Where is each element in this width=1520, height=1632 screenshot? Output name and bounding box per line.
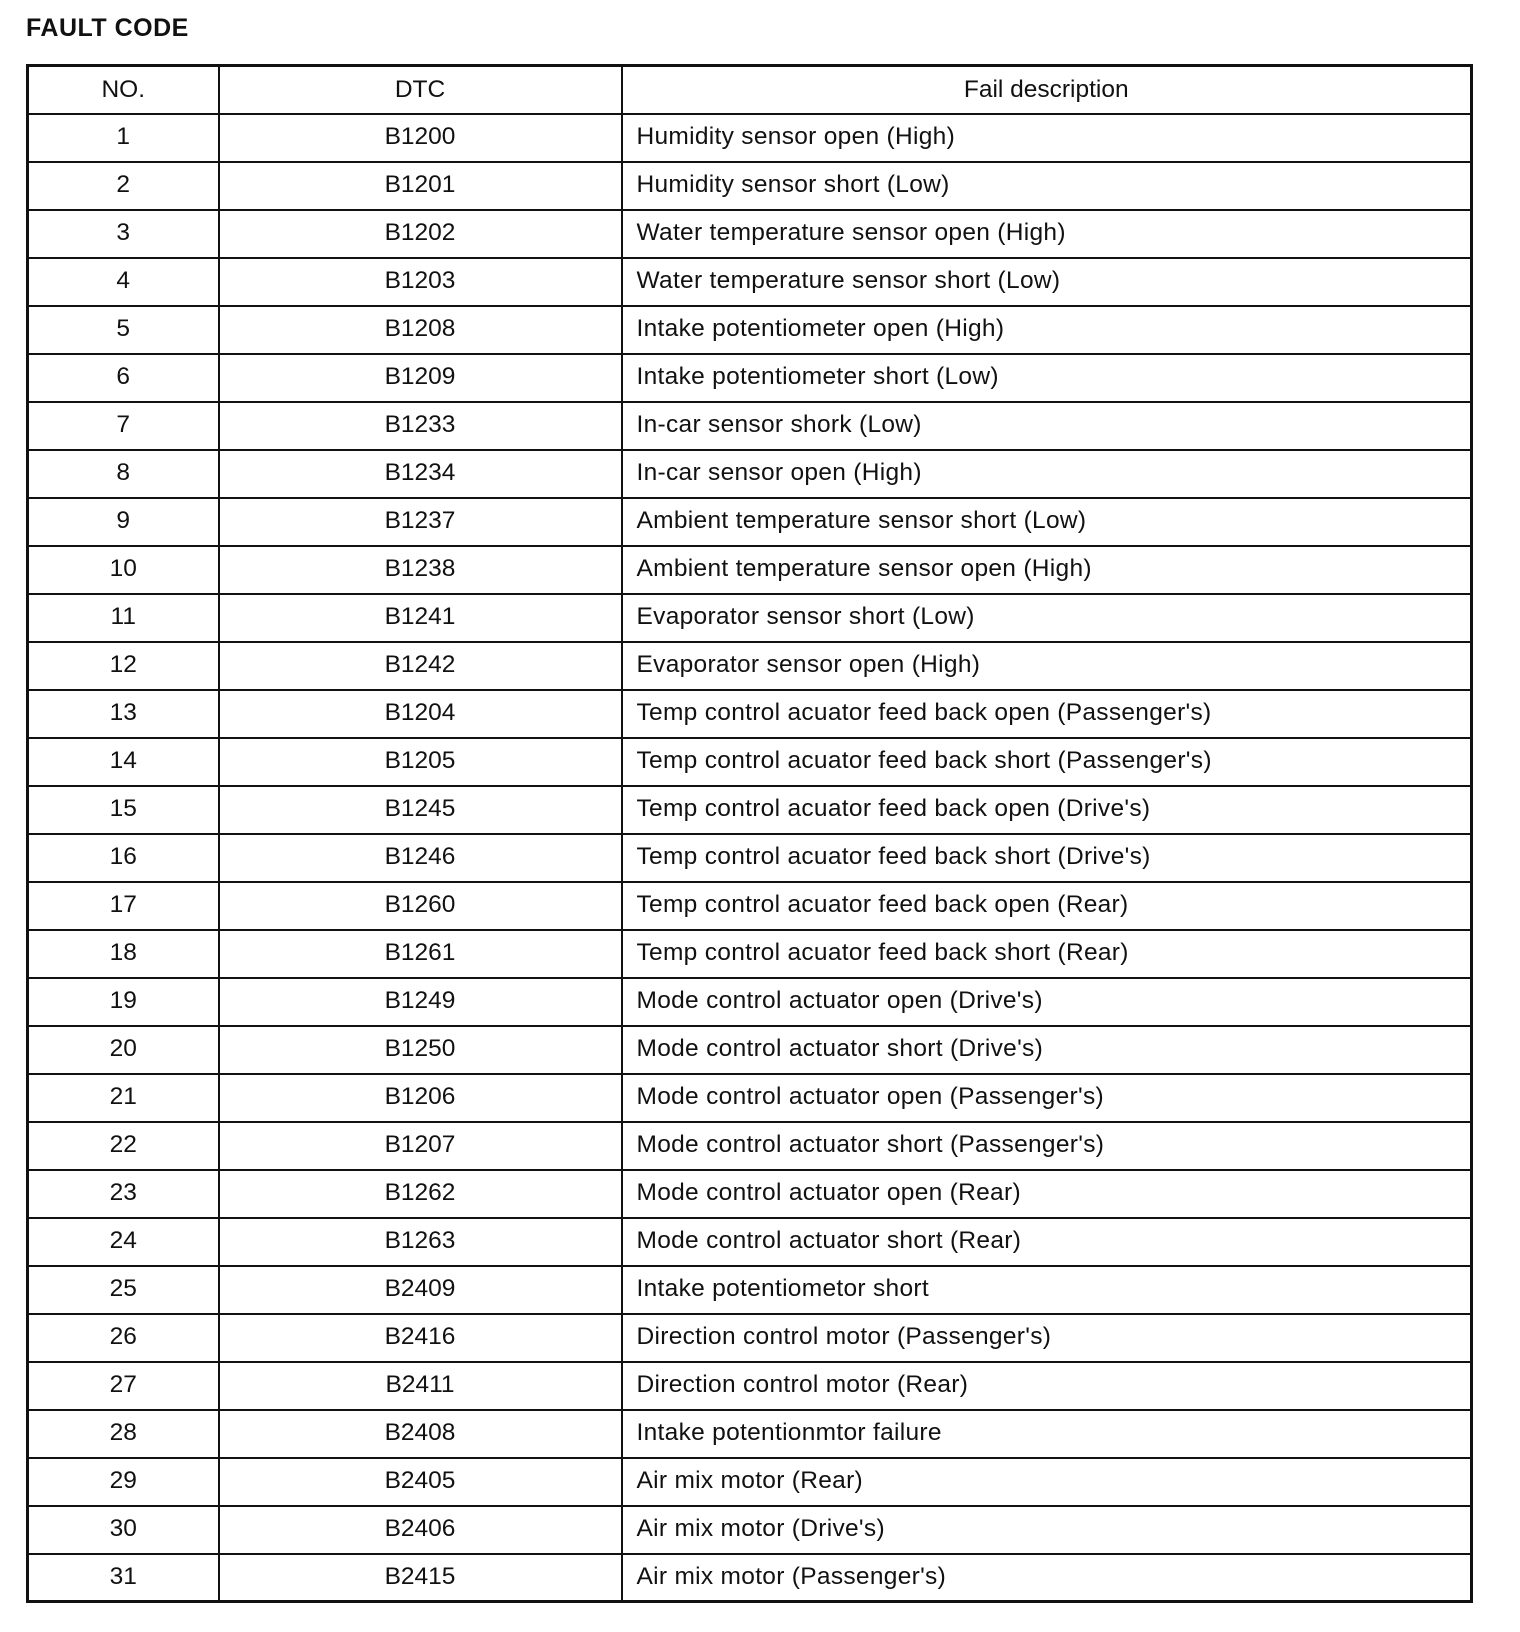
cell-description: Mode control actuator open (Rear): [622, 1170, 1472, 1218]
fault-code-table: [26, 64, 1473, 1603]
cell-no: 28: [28, 1410, 219, 1458]
table-row: [28, 1314, 1472, 1362]
table-row: [28, 1362, 1472, 1410]
cell-description: Mode control actuator open (Drive's): [622, 978, 1472, 1026]
table-row: [28, 834, 1472, 882]
cell-no: 14: [28, 738, 219, 786]
table-row: [28, 1218, 1472, 1266]
cell-no: 3: [28, 210, 219, 258]
cell-dtc: B1238: [219, 546, 622, 594]
cell-dtc: B1201: [219, 162, 622, 210]
cell-description: Mode control actuator short (Drive's): [622, 1026, 1472, 1074]
cell-dtc: B2406: [219, 1506, 622, 1554]
cell-no: 26: [28, 1314, 219, 1362]
cell-no: 17: [28, 882, 219, 930]
cell-dtc: B1206: [219, 1074, 622, 1122]
cell-dtc: B1250: [219, 1026, 622, 1074]
cell-no: 1: [28, 114, 219, 162]
table-row: [28, 594, 1472, 642]
cell-no: 12: [28, 642, 219, 690]
cell-no: 9: [28, 498, 219, 546]
cell-dtc: B2409: [219, 1266, 622, 1314]
table-row: [28, 690, 1472, 738]
cell-dtc: B2405: [219, 1458, 622, 1506]
column-header-dtc: DTC: [219, 66, 622, 114]
cell-description: Mode control actuator short (Passenger's): [622, 1122, 1472, 1170]
cell-no: 29: [28, 1458, 219, 1506]
table-body: [28, 114, 1472, 1602]
table-row: [28, 162, 1472, 210]
table-row: [28, 1122, 1472, 1170]
table-row: [28, 930, 1472, 978]
column-header-no: NO.: [28, 66, 219, 114]
table-row: [28, 738, 1472, 786]
cell-description: Mode control actuator short (Rear): [622, 1218, 1472, 1266]
cell-dtc: B1234: [219, 450, 622, 498]
table-row: [28, 1410, 1472, 1458]
cell-description: Air mix motor (Drive's): [622, 1506, 1472, 1554]
cell-description: Water temperature sensor short (Low): [622, 258, 1472, 306]
cell-no: 15: [28, 786, 219, 834]
table-row: [28, 498, 1472, 546]
cell-description: Ambient temperature sensor short (Low): [622, 498, 1472, 546]
cell-no: 20: [28, 1026, 219, 1074]
cell-no: 25: [28, 1266, 219, 1314]
table-row: [28, 354, 1472, 402]
cell-description: In-car sensor shork (Low): [622, 402, 1472, 450]
cell-description: In-car sensor open (High): [622, 450, 1472, 498]
cell-dtc: B1233: [219, 402, 622, 450]
table-row: [28, 210, 1472, 258]
table-header-row: [28, 66, 1472, 114]
table-row: [28, 114, 1472, 162]
cell-dtc: B1207: [219, 1122, 622, 1170]
cell-no: 27: [28, 1362, 219, 1410]
cell-description: Humidity sensor short (Low): [622, 162, 1472, 210]
cell-no: 10: [28, 546, 219, 594]
cell-description: Temp control acuator feed back short (Drive's): [622, 834, 1472, 882]
cell-description: Intake potentiometor short: [622, 1266, 1472, 1314]
cell-no: 18: [28, 930, 219, 978]
cell-dtc: B1242: [219, 642, 622, 690]
cell-dtc: B1208: [219, 306, 622, 354]
cell-no: 31: [28, 1554, 219, 1602]
cell-description: Intake potentiometer short (Low): [622, 354, 1472, 402]
table-row: [28, 1506, 1472, 1554]
cell-description: Evaporator sensor short (Low): [622, 594, 1472, 642]
cell-dtc: B1260: [219, 882, 622, 930]
table-row: [28, 978, 1472, 1026]
cell-dtc: B1261: [219, 930, 622, 978]
cell-no: 11: [28, 594, 219, 642]
table-row: [28, 642, 1472, 690]
cell-dtc: B1205: [219, 738, 622, 786]
table-row: [28, 1074, 1472, 1122]
cell-description: Temp control acuator feed back open (Rear): [622, 882, 1472, 930]
cell-description: Direction control motor (Rear): [622, 1362, 1472, 1410]
cell-dtc: B1209: [219, 354, 622, 402]
cell-description: Temp control acuator feed back short (Rear): [622, 930, 1472, 978]
table-row: [28, 1026, 1472, 1074]
cell-description: Air mix motor (Passenger's): [622, 1554, 1472, 1602]
cell-no: 23: [28, 1170, 219, 1218]
cell-description: Water temperature sensor open (High): [622, 210, 1472, 258]
cell-dtc: B1262: [219, 1170, 622, 1218]
cell-dtc: B1202: [219, 210, 622, 258]
cell-dtc: B1246: [219, 834, 622, 882]
table-row: [28, 882, 1472, 930]
cell-no: 30: [28, 1506, 219, 1554]
cell-dtc: B1245: [219, 786, 622, 834]
table-row: [28, 1170, 1472, 1218]
cell-description: Evaporator sensor open (High): [622, 642, 1472, 690]
cell-no: 19: [28, 978, 219, 1026]
table-row: [28, 1266, 1472, 1314]
cell-no: 16: [28, 834, 219, 882]
cell-dtc: B1204: [219, 690, 622, 738]
cell-description: Intake potentionmtor failure: [622, 1410, 1472, 1458]
cell-no: 4: [28, 258, 219, 306]
cell-description: Ambient temperature sensor open (High): [622, 546, 1472, 594]
cell-dtc: B1249: [219, 978, 622, 1026]
table-row: [28, 1554, 1472, 1602]
cell-no: 6: [28, 354, 219, 402]
cell-description: Direction control motor (Passenger's): [622, 1314, 1472, 1362]
page-title: FAULT CODE: [26, 14, 189, 42]
cell-no: 7: [28, 402, 219, 450]
cell-description: Humidity sensor open (High): [622, 114, 1472, 162]
cell-no: 2: [28, 162, 219, 210]
table-row: [28, 306, 1472, 354]
column-header-description: Fail description: [622, 66, 1472, 114]
table-row: [28, 546, 1472, 594]
cell-description: Air mix motor (Rear): [622, 1458, 1472, 1506]
cell-dtc: B2411: [219, 1362, 622, 1410]
cell-no: 24: [28, 1218, 219, 1266]
cell-dtc: B2415: [219, 1554, 622, 1602]
cell-description: Temp control acuator feed back open (Drive's): [622, 786, 1472, 834]
cell-description: Intake potentiometer open (High): [622, 306, 1472, 354]
cell-dtc: B1203: [219, 258, 622, 306]
cell-description: Temp control acuator feed back open (Passenger's): [622, 690, 1472, 738]
cell-no: 13: [28, 690, 219, 738]
table-row: [28, 786, 1472, 834]
cell-dtc: B2408: [219, 1410, 622, 1458]
cell-description: Temp control acuator feed back short (Passenger's): [622, 738, 1472, 786]
cell-no: 21: [28, 1074, 219, 1122]
table-row: [28, 1458, 1472, 1506]
table-row: [28, 402, 1472, 450]
cell-dtc: B1263: [219, 1218, 622, 1266]
cell-dtc: B1200: [219, 114, 622, 162]
cell-description: Mode control actuator open (Passenger's): [622, 1074, 1472, 1122]
cell-no: 5: [28, 306, 219, 354]
cell-dtc: B1241: [219, 594, 622, 642]
table-row: [28, 258, 1472, 306]
cell-no: 8: [28, 450, 219, 498]
table-row: [28, 450, 1472, 498]
cell-dtc: B2416: [219, 1314, 622, 1362]
cell-dtc: B1237: [219, 498, 622, 546]
cell-no: 22: [28, 1122, 219, 1170]
